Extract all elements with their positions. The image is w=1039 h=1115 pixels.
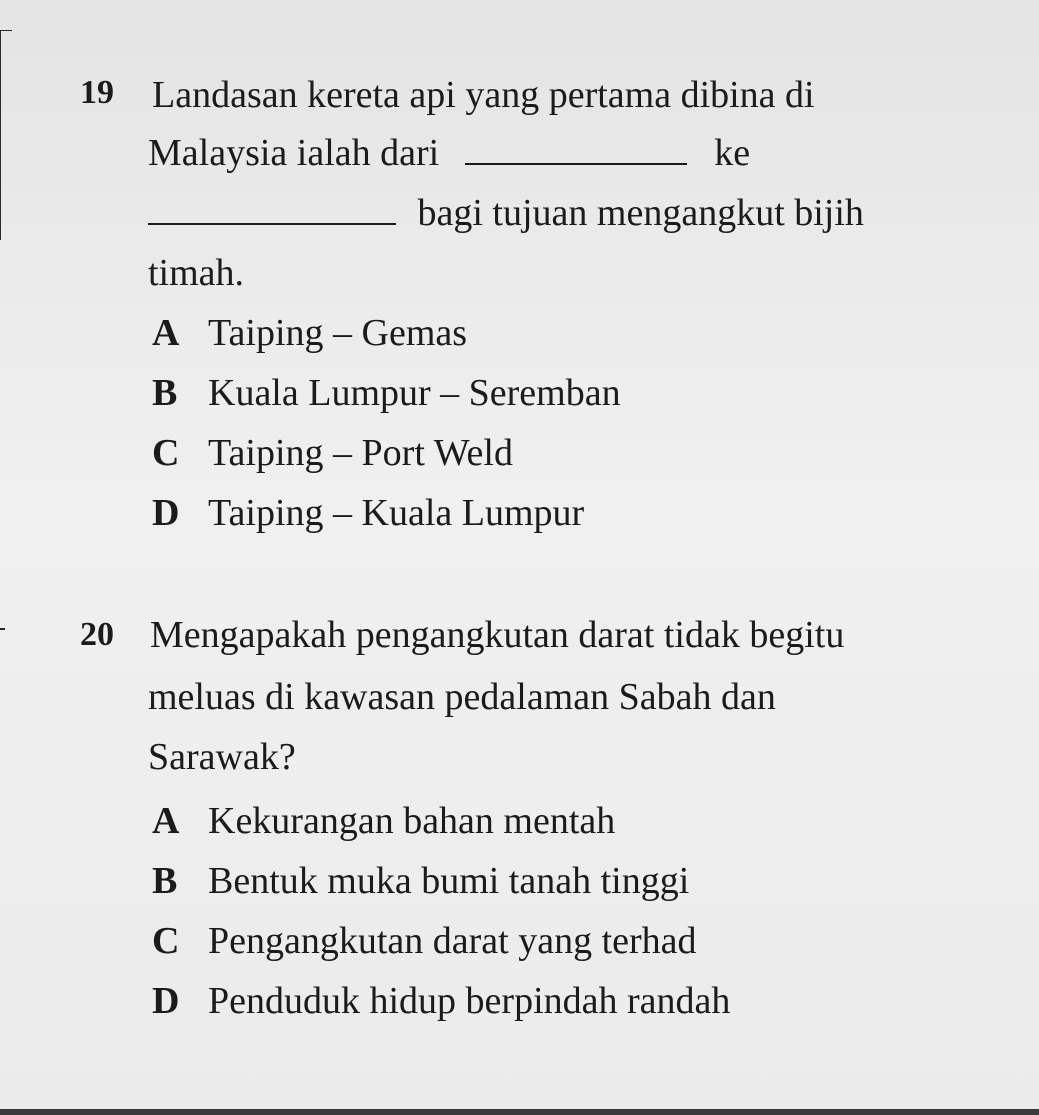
question-text-line: Landasan kereta api yang pertama dibina di <box>152 74 815 116</box>
option-letter: D <box>152 492 180 534</box>
question-number: 19 <box>80 74 114 111</box>
question-text-line: timah. <box>148 252 245 294</box>
option-text: Bentuk muka bumi tanah tinggi <box>208 860 690 902</box>
answer-blank <box>148 193 396 225</box>
option-a[interactable] <box>152 798 615 844</box>
option-letter: B <box>152 372 178 414</box>
question-number: 20 <box>80 616 114 653</box>
option-d[interactable] <box>152 978 730 1024</box>
option-letter: C <box>152 920 180 962</box>
option-c[interactable] <box>152 918 697 964</box>
question-text-line <box>148 130 750 176</box>
option-letter: A <box>152 800 180 842</box>
option-letter: C <box>152 432 180 474</box>
option-d[interactable] <box>152 490 584 536</box>
question-text-line: Sarawak? <box>148 736 296 778</box>
option-text: Penduduk hidup berpindah randah <box>208 980 731 1022</box>
option-b[interactable] <box>152 858 689 904</box>
question-text-line: meluas di kawasan pedalaman Sabah dan <box>148 676 776 718</box>
option-c[interactable] <box>152 430 513 476</box>
option-letter: D <box>152 980 180 1022</box>
option-text: Taiping – Kuala Lumpur <box>208 492 585 534</box>
page-edge-corner <box>0 30 12 31</box>
question-text-line <box>148 190 864 236</box>
option-letter: B <box>152 860 178 902</box>
option-text: Pengangkutan darat yang terhad <box>208 920 697 962</box>
option-text: Kekurangan bahan mentah <box>208 800 616 842</box>
question-text-fragment: bagi tujuan mengangkut bijih <box>417 192 864 234</box>
option-text: Taiping – Gemas <box>208 312 468 354</box>
option-letter: A <box>152 312 180 354</box>
question-text-fragment: Malaysia ialah dari <box>148 132 440 174</box>
page-margin-tick <box>0 628 5 630</box>
answer-blank <box>465 133 687 165</box>
page-edge-line <box>0 30 1 240</box>
question-text-line: Mengapakah pengangkutan darat tidak begitu <box>150 614 845 656</box>
page-bottom-edge <box>0 1109 1039 1115</box>
option-b[interactable] <box>152 370 621 416</box>
option-text: Kuala Lumpur – Seremban <box>208 372 621 414</box>
option-a[interactable] <box>152 310 467 356</box>
option-text: Taiping – Port Weld <box>208 432 513 474</box>
question-text-fragment: ke <box>714 132 751 174</box>
